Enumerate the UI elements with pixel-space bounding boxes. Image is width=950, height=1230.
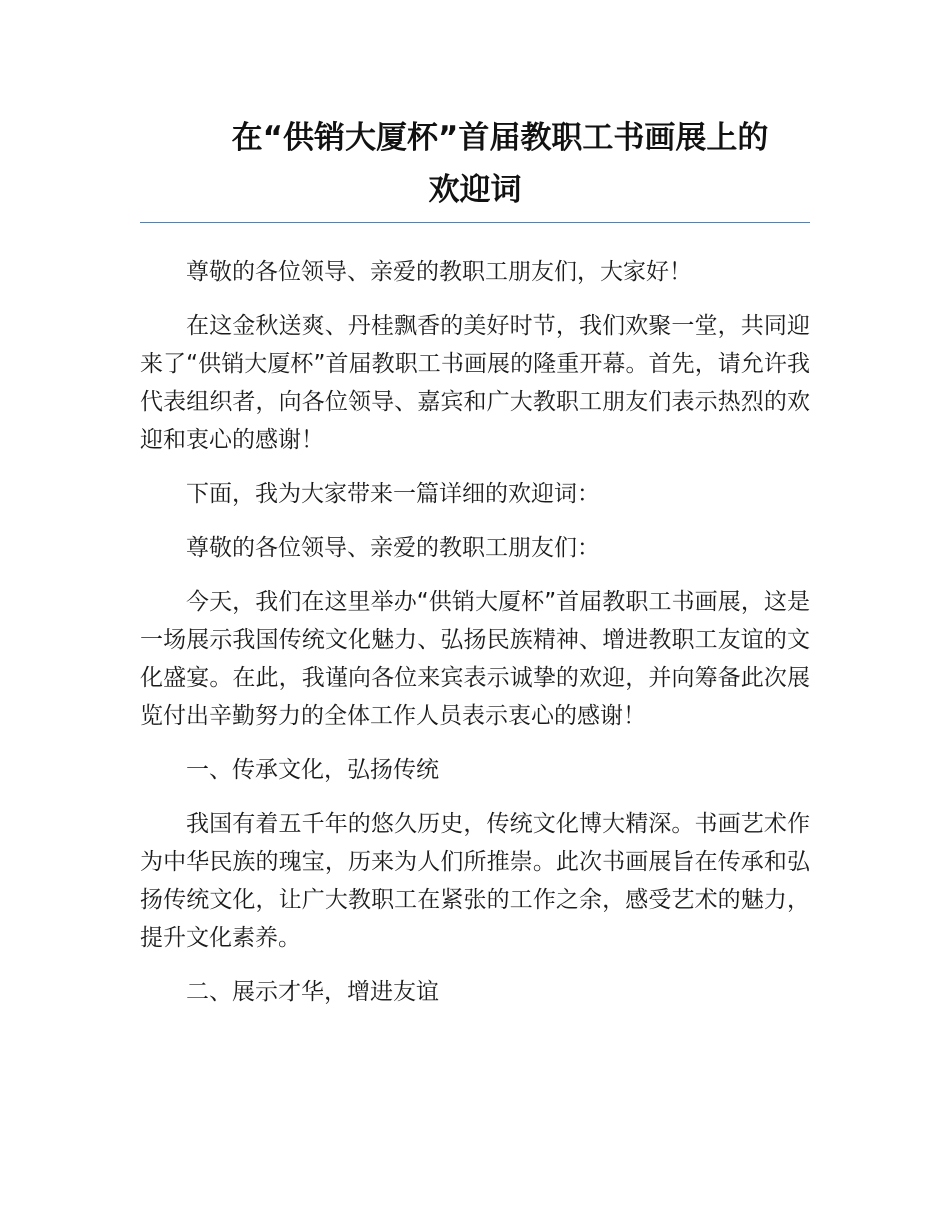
title-divider <box>140 222 810 223</box>
document-body <box>140 253 810 1011</box>
document-title <box>140 0 810 216</box>
salutation-paragraph: 尊敬的各位领导、亲爱的教职工朋友们： <box>186 535 600 561</box>
intro-paragraph: 下面，我为大家带来一篇详细的欢迎词： <box>186 481 600 507</box>
section-1-paragraph: 我国有着五千年的悠久历史，传统文化博大精深。书画艺术作为中华民族的瑰宝，历来为人们所推崇。此次书画展旨在传承和弘扬传统文化，让广大教职工在紧张的工作之余，感受艺术的魅力，提升文化素养。 <box>140 811 810 951</box>
document-page <box>140 0 810 1027</box>
title-line-1: 在“供销大厦杯”首届教职工书画展上的 <box>231 120 769 156</box>
section-heading-2: 二、展示才华，增进友谊 <box>186 979 439 1005</box>
section-heading-1: 一、传承文化，弘扬传统 <box>186 757 439 783</box>
title-line-2: 欢迎词 <box>428 172 522 208</box>
greeting-paragraph: 尊敬的各位领导、亲爱的教职工朋友们，大家好！ <box>186 259 692 285</box>
welcome-paragraph: 今天，我们在这里举办“供销大厦杯”首届教职工书画展，这是一场展示我国传统文化魅力、弘扬民族精神、增进教职工友谊的文化盛宴。在此，我谨向各位来宾表示诚挚的欢迎，并向筹备此次展览付出辛勤努力的全体工作人员表示衷心的感谢！ <box>140 589 810 729</box>
opening-paragraph: 在这金秋送爽、丹桂飘香的美好时节，我们欢聚一堂，共同迎来了“供销大厦杯”首届教职工书画展的隆重开幕。首先，请允许我代表组织者，向各位领导、嘉宾和广大教职工朋友们表示热烈的欢迎和衷心的感谢！ <box>140 313 810 453</box>
